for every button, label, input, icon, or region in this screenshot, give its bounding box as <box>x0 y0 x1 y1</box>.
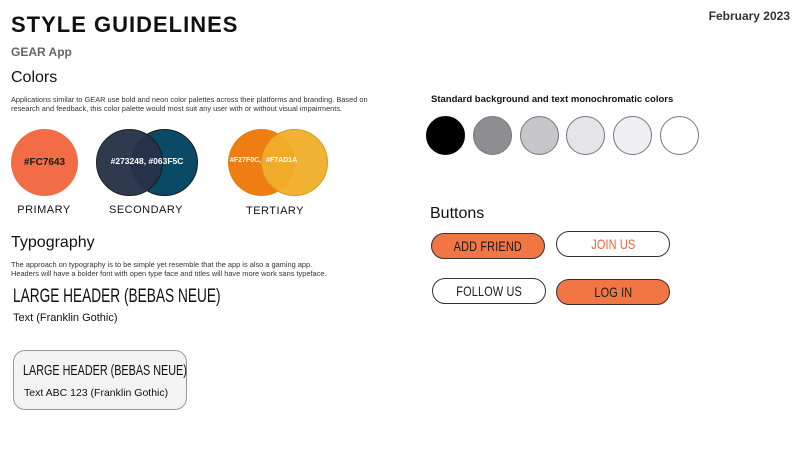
typography-card <box>13 350 187 410</box>
primary-color-swatch <box>11 129 78 196</box>
primary-hex-label: #FC7643 <box>23 157 66 168</box>
typography-heading: Typography <box>11 234 95 251</box>
mono-swatch-white <box>660 116 699 155</box>
tertiary-label: TERTIARY <box>246 205 304 217</box>
typography-line-2: Headers will have a bolder font with open type face and titles will have more work sans typeface. <box>11 269 327 278</box>
join-us-button[interactable]: JOIN US <box>556 231 670 257</box>
colors-description: Applications similar to GEAR use bold and neon color palettes across their platforms and branding. Based on research and feedback, this color palette would most suit any user with or without visual impairments. <box>11 95 368 113</box>
document-date: February 2023 <box>708 9 790 23</box>
mono-swatch-lighter-gray <box>613 116 652 155</box>
card-text-sample: Text ABC 123 (Franklin Gothic) <box>24 387 169 399</box>
secondary-hex-label: #273248, #063F5C <box>110 156 184 166</box>
log-in-button[interactable]: LOG IN <box>556 279 670 305</box>
mono-swatch-gray <box>520 116 559 155</box>
mono-swatch-black <box>426 116 465 155</box>
tertiary-hex-label-a: #F27F0C, <box>230 157 262 164</box>
buttons-heading: Buttons <box>430 205 485 222</box>
monochrome-heading: Standard background and text monochromatic colors <box>431 94 674 105</box>
colors-heading: Colors <box>11 69 58 86</box>
add-friend-button[interactable]: ADD FRIEND <box>431 233 545 259</box>
tertiary-hex-label-b: #F7AD1A <box>266 157 298 164</box>
page-title: STYLE GUIDELINES <box>11 12 239 37</box>
follow-us-button[interactable]: FOLLOW US <box>432 278 546 304</box>
app-name: GEAR App <box>11 45 72 59</box>
typography-line-1: The approach on typography is to be simple yet resemble that the app is also a gaming app. <box>11 260 313 269</box>
large-header-sample: LARGE HEADER (BEBAS NEUE) <box>13 286 221 307</box>
secondary-label: SECONDARY <box>109 204 183 216</box>
text-sample: Text (Franklin Gothic) <box>13 312 118 324</box>
mono-swatch-dark-gray <box>473 116 512 155</box>
primary-label: PRIMARY <box>17 204 71 216</box>
card-header-sample: LARGE HEADER (BEBAS NEUE) <box>23 362 187 379</box>
mono-swatch-light-gray <box>566 116 605 155</box>
